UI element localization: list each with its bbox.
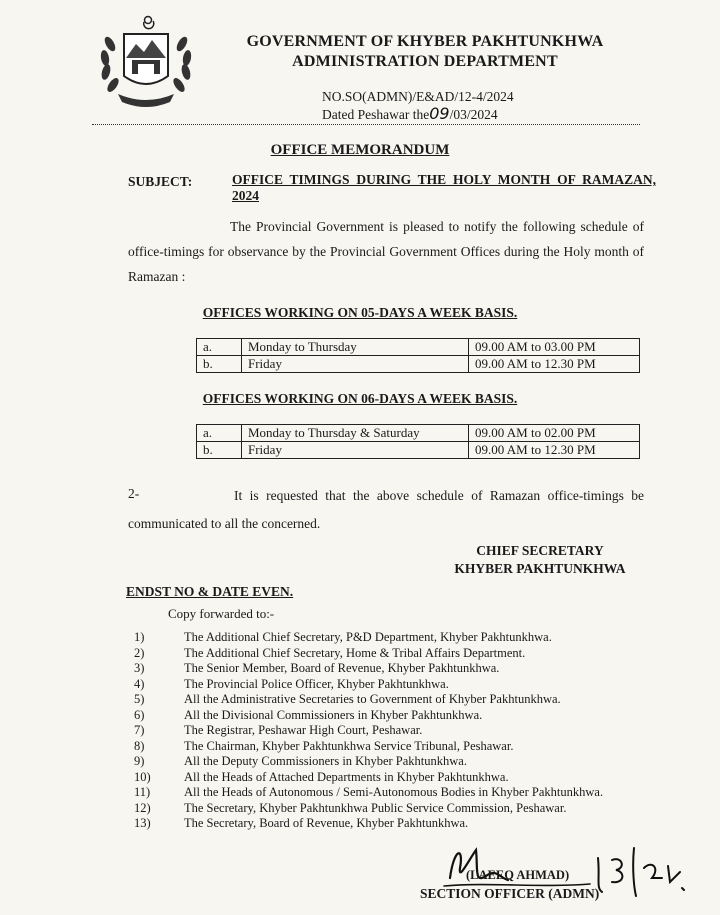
row-time: 09.00 AM to 03.00 PM	[469, 339, 640, 356]
signatory-province: KHYBER PAKHTUNKHWA	[454, 561, 626, 576]
row-key: a.	[197, 339, 242, 356]
list-item	[128, 646, 648, 662]
row-days: Friday	[242, 356, 469, 373]
copy-forwarded-label: Copy forwarded to:-	[168, 606, 275, 621]
item-text: All the Heads of Autonomous / Semi-Autonomous Bodies in Khyber Pakhtunkhwa.	[184, 785, 604, 799]
table-row	[197, 425, 640, 442]
section-officer-name: (LAEEQ AHMAD)	[466, 868, 570, 882]
item-number: 4)	[134, 676, 145, 691]
item-number: 2)	[134, 645, 145, 660]
item-text: The Chairman, Khyber Pakhtunkhwa Service Tribunal, Peshawar.	[184, 738, 514, 753]
item-text: The Secretary, Khyber Pakhtunkhwa Public Service Commission, Peshawar.	[184, 800, 567, 815]
dotted-divider	[92, 124, 640, 125]
list-item	[128, 630, 648, 646]
item-number: 11)	[134, 785, 151, 799]
row-days: Monday to Thursday	[242, 339, 469, 356]
item-number: 5)	[134, 692, 145, 706]
reference-block	[322, 88, 514, 123]
item-text: All the Divisional Commissioners in Khyber Pakhtunkhwa.	[184, 707, 483, 722]
list-item	[128, 770, 648, 786]
government-name: GOVERNMENT OF KHYBER PAKHTUNKHWA	[246, 33, 604, 50]
list-item	[128, 739, 648, 755]
list-item	[128, 816, 648, 832]
six-day-heading: OFFICES WORKING ON 06-DAYS A WEEK BASIS.	[202, 391, 518, 406]
department-name: ADMINISTRATION DEPARTMENT	[292, 53, 558, 70]
row-time: 09.00 AM to 02.00 PM	[469, 425, 640, 442]
row-key: b.	[197, 356, 242, 373]
signatory-title: CHIEF SECRETARY	[476, 543, 604, 558]
government-heading	[200, 32, 650, 72]
row-key: b.	[197, 442, 242, 459]
item-number: 8)	[134, 738, 145, 753]
item-text: The Secretary, Board of Revenue, Khyber Pakhtunkhwa.	[184, 816, 469, 830]
five-day-schedule-table	[196, 338, 640, 373]
item-number: 9)	[134, 754, 145, 768]
row-days: Monday to Thursday & Saturday	[242, 425, 469, 442]
item-number: 1)	[134, 630, 145, 644]
list-item	[128, 801, 648, 817]
list-item	[128, 677, 648, 693]
kp-government-emblem-icon	[96, 14, 196, 110]
item-number: 12)	[134, 800, 151, 815]
six-day-schedule-table	[196, 424, 640, 459]
endorsement-heading: ENDST NO & DATE EVEN.	[126, 584, 294, 599]
item-number: 13)	[134, 816, 151, 830]
row-time: 09.00 AM to 12.30 PM	[469, 356, 640, 373]
table-row	[197, 356, 640, 373]
chief-secretary-signatory	[430, 542, 650, 578]
section-officer-title: SECTION OFFICER (ADMN)	[420, 886, 600, 901]
list-item	[128, 723, 648, 739]
dated-line	[322, 105, 514, 123]
item-number: 6)	[134, 707, 145, 722]
item-text: The Provincial Police Officer, Khyber Pakhtunkhwa.	[184, 676, 449, 691]
table-row	[197, 442, 640, 459]
item-text: The Additional Chief Secretary, P&D Department, Khyber Pakhtunkhwa.	[184, 630, 552, 644]
list-item	[128, 661, 648, 677]
item-number: 7)	[134, 723, 145, 737]
list-item	[128, 785, 648, 801]
item-text: The Senior Member, Board of Revenue, Khyber Pakhtunkhwa.	[184, 661, 500, 675]
distribution-list	[128, 630, 648, 832]
five-day-heading: OFFICES WORKING ON 05-DAYS A WEEK BASIS.	[202, 305, 518, 320]
intro-paragraph: The Provincial Government is pleased to notify the following schedule of office-timings for observance by the Provincial Government Offices during the Holy month of Ramazan :	[128, 219, 644, 284]
list-item	[128, 692, 648, 708]
item-text: All the Heads of Attached Departments in Khyber Pakhtunkhwa.	[184, 769, 509, 784]
dated-prefix: Dated Peshawar the	[322, 107, 430, 122]
item-text: All the Administrative Secretaries to Government of Khyber Pakhtunkhwa.	[184, 692, 561, 706]
dated-day-handwritten: 09	[429, 104, 450, 123]
paragraph-2-number: 2-	[128, 486, 140, 501]
row-days: Friday	[242, 442, 469, 459]
table-row	[197, 339, 640, 356]
memo-title: OFFICE MEMORANDUM	[270, 142, 450, 158]
item-text: All the Deputy Commissioners in Khyber Pakhtunkhwa.	[184, 754, 467, 768]
paragraph-2-text: It is requested that the above schedule of Ramazan office-timings be communicated to all the concerned.	[128, 488, 644, 531]
subject-label: SUBJECT:	[128, 174, 193, 189]
item-text: The Registrar, Peshawar High Court, Peshawar.	[184, 723, 423, 737]
row-time: 09.00 AM to 12.30 PM	[469, 442, 640, 459]
row-key: a.	[197, 425, 242, 442]
list-item	[128, 754, 648, 770]
item-number: 10)	[134, 769, 151, 784]
list-item	[128, 708, 648, 724]
item-number: 3)	[134, 661, 145, 675]
item-text: The Additional Chief Secretary, Home & Tribal Affairs Department.	[184, 645, 526, 660]
dated-rest: /03/2024	[449, 107, 498, 122]
subject-text: OFFICE TIMINGS DURING THE HOLY MONTH OF RAMAZAN, 2024	[232, 172, 656, 203]
reference-number: NO.SO(ADMN)/E&AD/12-4/2024	[322, 89, 514, 104]
